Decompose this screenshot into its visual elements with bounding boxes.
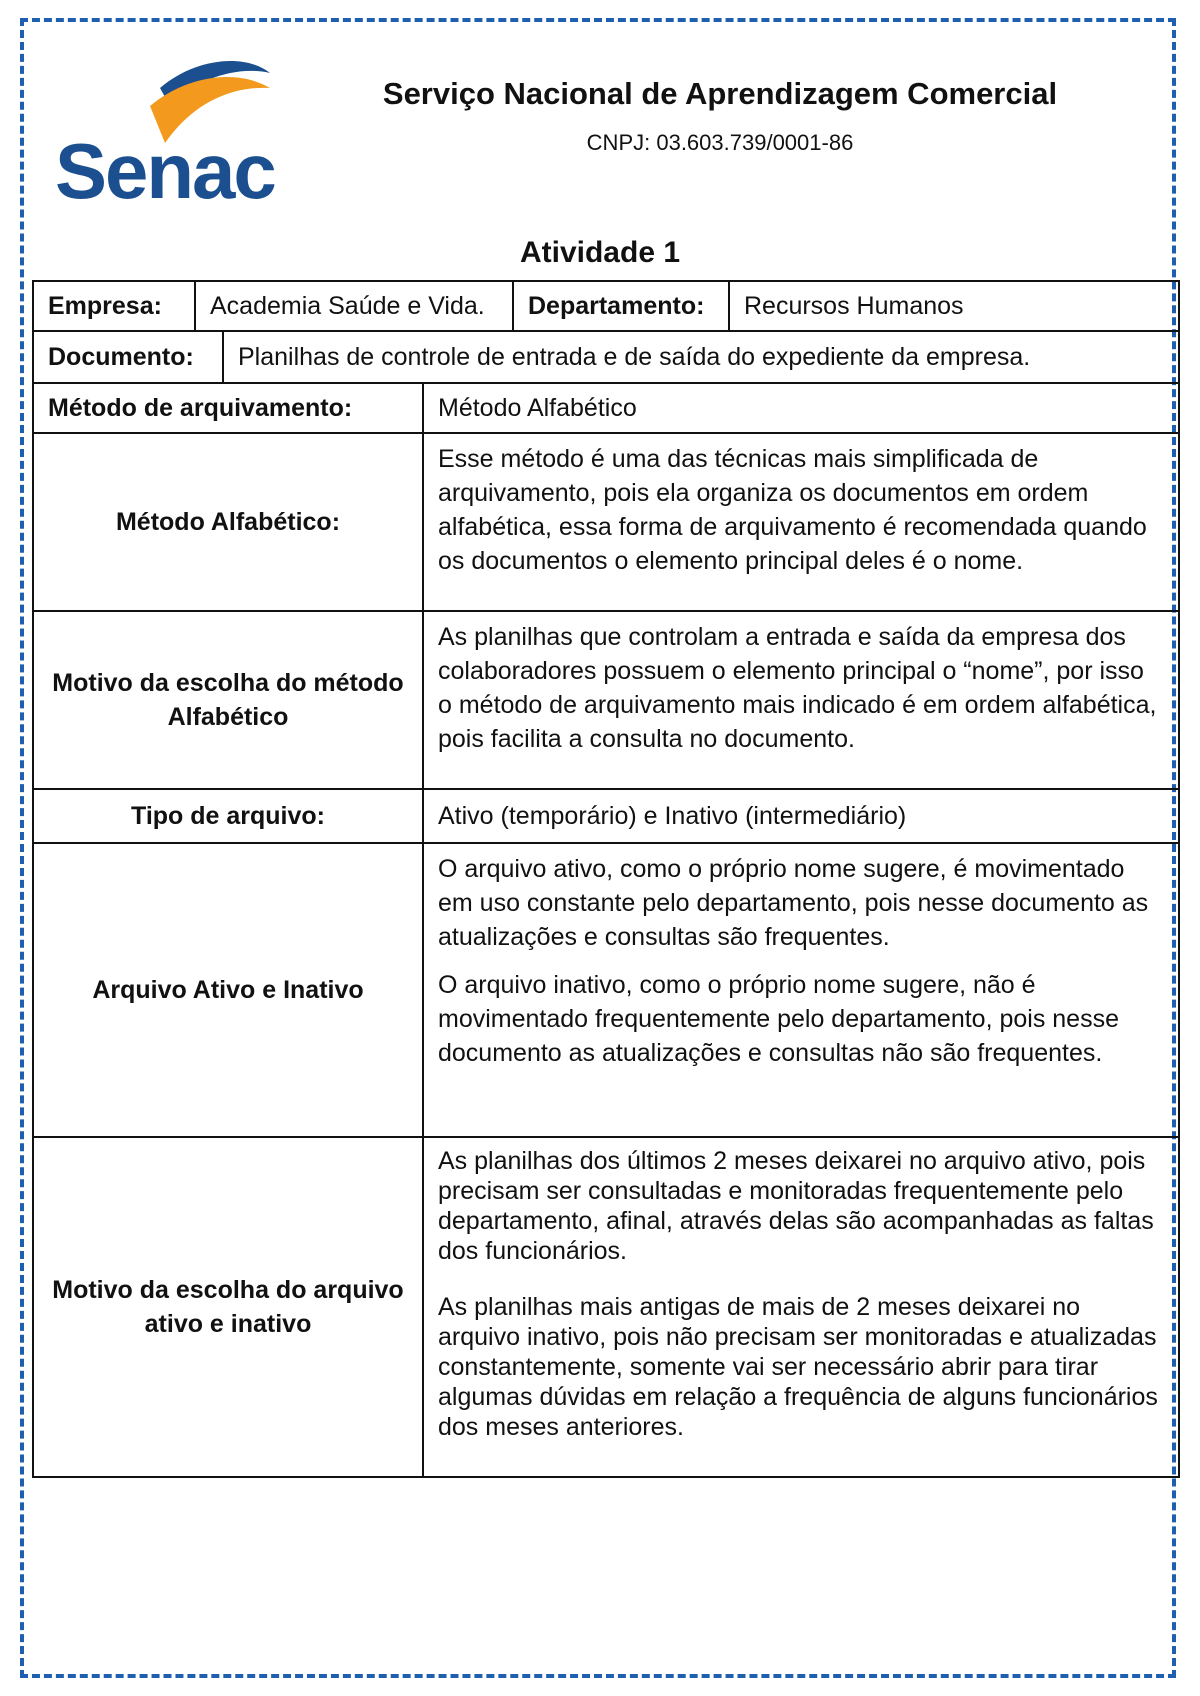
spacer (438, 1266, 1164, 1292)
motivo-arquivo-cell (423, 1137, 1179, 1477)
info-table (32, 280, 1180, 332)
table-row (33, 433, 1179, 611)
cnpj: CNPJ: 03.603.739/0001-86 (586, 130, 854, 155)
ativo-inativo-cell (423, 843, 1179, 1137)
logo-text: Senac (55, 127, 275, 208)
alfabetico-label: Método Alfabético: (33, 433, 423, 611)
ativo-text: O arquivo ativo, como o próprio nome sugere, é movimentado em uso constante pelo departamento, pois nesse documento as atualizações e consultas são frequentes. (438, 855, 1149, 951)
documento-table (32, 330, 1180, 384)
table-row (33, 611, 1179, 789)
alfabetico-text: Esse método é uma das técnicas mais simplificada de arquivamento, pois ela organiza os documentos em ordem alfabética, essa forma de arquivamento é recomendada quando os documentos o elemento principal deles é o nome. (423, 433, 1179, 611)
departamento-value: Recursos Humanos (729, 281, 1179, 331)
departamento-label: Departamento: (513, 281, 729, 331)
motivo-arquivo-label: Motivo da escolha do arquivo ativo e inativo (33, 1137, 423, 1477)
senac-logo (55, 48, 315, 208)
table-row (33, 843, 1179, 1137)
tipo-value: Ativo (temporário) e Inativo (intermediário) (423, 789, 1179, 843)
inativo-text: O arquivo inativo, como o próprio nome sugere, não é movimentado frequentemente pelo departamento, pois nesse documento as atualizações e consultas não são frequentes. (438, 971, 1119, 1067)
page-title: Atividade 1 (519, 236, 681, 269)
motivo-metodo-label: Motivo da escolha do método Alfabético (33, 611, 423, 789)
metodo-value: Método Alfabético (423, 383, 1179, 433)
motivo-ativo-text: As planilhas dos últimos 2 meses deixarei no arquivo ativo, pois precisam ser consultadas e monitoradas frequentemente pelo departamento, afinal, através delas são acompanhadas as faltas dos funcionários. (438, 1147, 1154, 1265)
table-row (33, 383, 1179, 433)
documento-label: Documento: (33, 331, 223, 383)
motivo-metodo-text: As planilhas que controlam a entrada e saída da empresa dos colaboradores possuem o elemento principal o “nome”, por isso o método de arquivamento mais indicado é em ordem alfabética, pois facilita a consulta no documento. (423, 611, 1179, 789)
table-row (33, 789, 1179, 843)
metodo-label: Método de arquivamento: (33, 383, 423, 433)
org-name: Serviço Nacional de Aprendizagem Comercial (382, 76, 1058, 111)
ativo-inativo-label: Arquivo Ativo e Inativo (33, 843, 423, 1137)
spacer (438, 954, 1164, 968)
empresa-value: Academia Saúde e Vida. (195, 281, 513, 331)
documento-value: Planilhas de controle de entrada e de saída do expediente da empresa. (223, 331, 1179, 383)
table-row (33, 1137, 1179, 1477)
empresa-label: Empresa: (33, 281, 195, 331)
motivo-inativo-text: As planilhas mais antigas de mais de 2 meses deixarei no arquivo inativo, pois não precisam ser monitoradas e atualizadas constantemente, somente vai ser necessário abrir para tirar algumas dúvidas em relação a frequência de alguns funcionários dos meses anteriores. (438, 1293, 1158, 1441)
tipo-label: Tipo de arquivo: (33, 789, 423, 843)
content-table (32, 382, 1180, 1478)
